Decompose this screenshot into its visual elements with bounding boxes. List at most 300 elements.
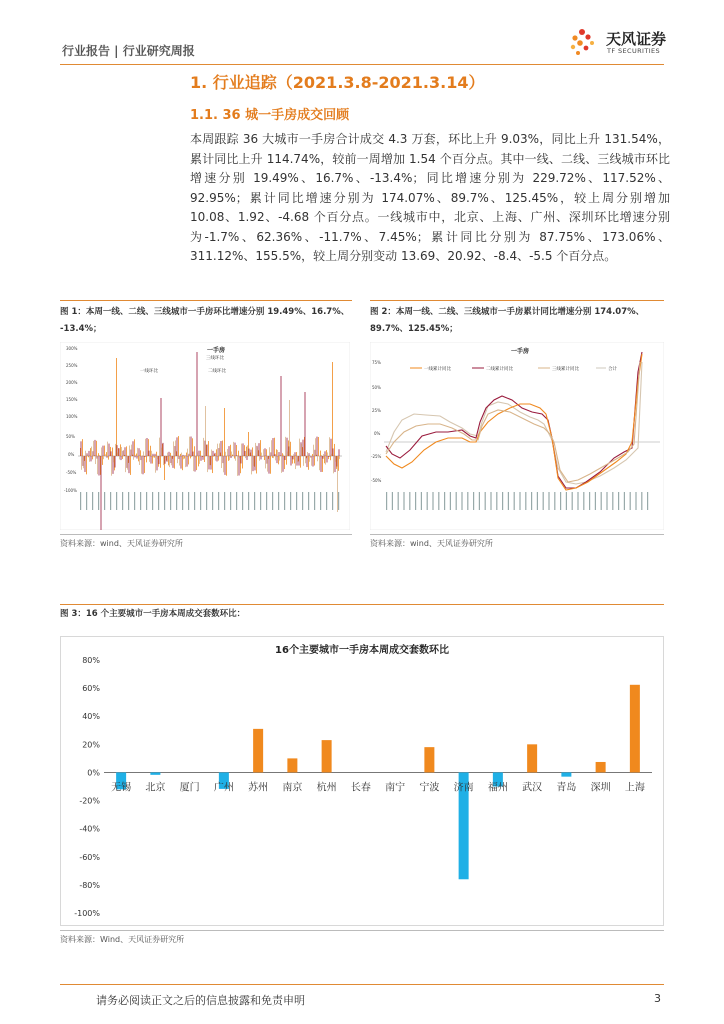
figure1-bar — [153, 456, 154, 457]
figure1-top-rule — [60, 300, 352, 301]
figure1-bar — [90, 448, 91, 456]
figure1-x-tick — [230, 492, 231, 510]
figure1-bottom-rule — [60, 534, 352, 535]
figure1-bar — [329, 456, 330, 457]
figure1-bar — [115, 456, 116, 467]
figure1-x-tick — [284, 492, 285, 510]
figure2-x-tick — [606, 492, 607, 510]
figure1-bar — [207, 456, 208, 472]
figure1-bar — [185, 456, 186, 467]
figure1-caption-line2: -13.4%； — [60, 324, 102, 334]
figure1-x-tick — [254, 492, 255, 510]
figure1-x-tick — [278, 492, 279, 510]
figure1-bar — [239, 456, 240, 476]
figure1-x-tick — [170, 492, 171, 510]
report-header: 行业报告 | 行业研究周报 — [62, 44, 195, 58]
figure3-top-rule — [60, 604, 664, 605]
figure1-x-tick — [326, 492, 327, 510]
figure1-bar — [339, 449, 340, 456]
figure2-x-tick — [461, 492, 462, 510]
figure1-bar — [187, 449, 188, 456]
figure1-bar — [177, 437, 178, 456]
figure1-bar — [216, 449, 217, 456]
figure1-bar — [321, 455, 322, 456]
figure1-bar — [126, 446, 127, 456]
figure1-bar — [239, 456, 240, 458]
figure1-x-tick — [314, 492, 315, 510]
figure1-bar — [260, 440, 261, 456]
figure1-bar — [133, 441, 134, 456]
figure1-x-tick — [206, 492, 207, 510]
figure3-source: 资料来源：Wind、天风证券研究所 — [60, 935, 185, 944]
figure1-bar — [261, 456, 262, 459]
figure1-bar — [200, 451, 201, 456]
figure2-top-rule — [370, 300, 664, 301]
x-category-label: 杭州 — [316, 782, 337, 794]
figure2-x-tick — [537, 492, 538, 510]
figure1-bar — [323, 454, 324, 456]
svg-text:25%: 25% — [372, 408, 381, 413]
svg-text:-25%: -25% — [371, 454, 382, 459]
y-tick-label: 20% — [82, 740, 100, 750]
figure1-bar — [143, 451, 144, 456]
svg-text:50%: 50% — [372, 385, 381, 390]
figure1-x-tick — [188, 492, 189, 510]
figure1-bar — [307, 452, 308, 456]
figure1-x-tick — [92, 492, 93, 510]
figure1-bar — [303, 440, 304, 456]
figure1-bar — [178, 436, 179, 456]
figure2-x-tick — [589, 492, 590, 510]
figure1-bar — [312, 454, 313, 456]
figure1-bar — [273, 456, 274, 458]
figure1-bar — [183, 455, 184, 456]
bar-5 — [253, 729, 263, 773]
figure1-bar — [301, 444, 302, 456]
figure1-bar — [274, 438, 275, 456]
figure1-bar — [163, 443, 164, 456]
figure1-bar — [279, 452, 280, 456]
figure1-x-tick — [296, 492, 297, 510]
figure2-legend-2: 三线累计同比 — [552, 367, 579, 372]
figure1-bar — [191, 456, 192, 457]
figure2-x-tick — [421, 492, 422, 510]
figure2-x-tick — [386, 492, 387, 510]
figure1-bar — [119, 456, 120, 459]
figure1-bar — [245, 456, 246, 458]
figure1-bar — [123, 450, 124, 456]
figure2-chart-title: 一手房 — [510, 348, 530, 355]
figure1-x-tick — [122, 492, 123, 510]
figure1-legend-0: 一线环比 — [140, 369, 158, 374]
figure1-bar — [156, 452, 157, 456]
figure1-bar — [308, 456, 309, 470]
figure1-bar — [170, 453, 171, 456]
figure1-x-tick — [200, 492, 201, 510]
figure1-bar — [319, 456, 320, 470]
figure1-bar — [218, 456, 219, 461]
figure1-bar — [107, 456, 108, 458]
figure1-bar — [259, 443, 260, 456]
figure1-bar — [143, 456, 144, 474]
y-tick-label: -40% — [79, 824, 100, 834]
figure1-bar — [299, 456, 300, 466]
figure1-x-tick — [176, 492, 177, 510]
figure1-bar — [243, 443, 244, 456]
figure1-bar — [251, 456, 252, 474]
figure1-bar — [106, 452, 107, 456]
figure1-bar — [225, 456, 226, 475]
figure1-bar — [147, 455, 148, 456]
figure1-bar — [272, 456, 273, 458]
svg-text:75%: 75% — [372, 360, 381, 365]
figure1-bar — [159, 456, 160, 464]
figure1-bar — [305, 392, 306, 456]
figure1-x-tick — [110, 492, 111, 510]
figure1-bar — [199, 451, 200, 456]
figure2-x-tick — [409, 492, 410, 510]
figure3-bottom-rule — [60, 930, 664, 931]
figure1-x-tick — [80, 492, 81, 510]
figure1-bar — [163, 456, 164, 465]
figure1-x-tick — [128, 492, 129, 510]
figure1-bar — [194, 446, 195, 456]
bar-10 — [424, 747, 434, 772]
figure1-bar — [296, 452, 297, 456]
figure1-bar — [215, 453, 216, 456]
x-category-label: 无锡 — [111, 782, 132, 794]
figure1-bar — [167, 456, 168, 462]
figure1-bar — [169, 456, 170, 467]
figure1-bar — [299, 439, 300, 456]
figure1-bar — [293, 456, 294, 459]
figure1-x-tick — [212, 492, 213, 510]
figure1-legend-2: 三线环比 — [206, 356, 224, 361]
figure1-bar — [147, 438, 148, 456]
figure1-bar — [203, 456, 204, 460]
figure1-bar — [205, 406, 206, 456]
figure2-x-tick — [479, 492, 480, 510]
figure1-x-tick — [158, 492, 159, 510]
figure1-bar — [129, 445, 130, 456]
figure1-bar — [190, 456, 191, 458]
figure1-bar — [129, 456, 130, 473]
figure1-bar — [215, 456, 216, 461]
figure1-x-tick — [140, 492, 141, 510]
figure1-bar — [315, 438, 316, 456]
figure2-x-tick — [415, 492, 416, 510]
figure1-bar — [247, 456, 248, 460]
figure1-bar — [273, 438, 274, 456]
bar-7 — [322, 740, 332, 772]
figure1-x-tick — [308, 492, 309, 510]
figure1-bar — [107, 442, 108, 456]
figure1-bar — [320, 451, 321, 456]
figure1-bar — [131, 445, 132, 456]
figure1-bar — [231, 456, 232, 458]
figure1-bar — [259, 456, 260, 461]
figure1-bar — [213, 456, 214, 457]
figure1-bar — [182, 456, 183, 470]
figure1-bar — [313, 456, 314, 467]
figure1-bar — [144, 456, 145, 473]
figure1-bar — [229, 446, 230, 456]
figure1-bar — [187, 456, 188, 467]
y-tick-label: 0% — [87, 768, 100, 778]
figure1-bar — [327, 456, 328, 462]
figure1-x-tick — [116, 492, 117, 510]
figure1-bar — [331, 454, 332, 456]
figure1-bar — [204, 456, 205, 462]
figure3-chart — [60, 636, 664, 926]
x-category-label: 厦门 — [179, 782, 200, 794]
figure1-caption-line1: 图 1：本周一线、二线、三线城市一手房环比增速分别 19.49%、16.7%、 — [60, 307, 350, 317]
figure1-bar — [277, 456, 278, 463]
figure1-bar — [221, 456, 222, 468]
figure2-x-tick — [635, 492, 636, 510]
y-tick-label: 40% — [82, 712, 100, 722]
figure2-x-tick — [508, 492, 509, 510]
figure1-bar — [255, 456, 256, 470]
logo-name-cn: 天风证券 — [606, 30, 667, 48]
figure2-x-tick — [531, 492, 532, 510]
figure2-x-tick — [595, 492, 596, 510]
figure1-bar — [136, 454, 137, 456]
figure1-bar — [96, 441, 97, 456]
figure2-x-tick — [456, 492, 457, 510]
figure1-bar — [151, 451, 152, 456]
svg-text:200%: 200% — [66, 380, 78, 385]
figure1-bar — [173, 456, 174, 468]
figure1-bar — [146, 456, 147, 462]
figure1-bar — [155, 454, 156, 456]
figure1-bar — [278, 456, 279, 464]
figure1-bar — [335, 456, 336, 462]
figure1-bar — [160, 456, 161, 468]
figure2-x-tick — [548, 492, 549, 510]
section-heading: 1. 行业追踪（2021.3.8-2021.3.14） — [190, 73, 485, 92]
figure2-x-tick — [392, 492, 393, 510]
figure1-bar — [223, 456, 224, 472]
figure1-bar — [269, 447, 270, 456]
figure1-x-tick — [152, 492, 153, 510]
figure1-bar — [195, 456, 196, 472]
figure1-bar — [92, 456, 93, 459]
figure1-bar — [222, 441, 223, 456]
y-tick-label: -80% — [79, 880, 100, 890]
figure1-bar — [85, 456, 86, 472]
figure1-source: 资料来源：wind、天风证券研究所 — [60, 539, 183, 548]
figure1-bar — [111, 451, 112, 456]
figure2-x-tick — [496, 492, 497, 510]
figure1-bar — [112, 448, 113, 456]
figure1-bar — [117, 453, 118, 456]
figure1-bar — [167, 453, 168, 456]
figure1-bar — [314, 456, 315, 466]
figure1-x-tick — [302, 492, 303, 510]
figure1-x-tick — [260, 492, 261, 510]
figure1-bar — [309, 456, 310, 462]
figure1-bar — [228, 456, 229, 461]
figure1-bar — [321, 456, 322, 472]
figure1-bar — [242, 456, 243, 468]
figure1-bar — [85, 451, 86, 456]
figure2-source: 资料来源：wind、天风证券研究所 — [370, 539, 493, 548]
figure2-x-tick — [630, 492, 631, 510]
svg-text:0%: 0% — [68, 452, 75, 457]
figure1-bar — [169, 452, 170, 456]
figure2-x-tick — [543, 492, 544, 510]
figure1-bar — [323, 456, 324, 459]
x-category-label: 武汉 — [522, 782, 543, 794]
figure1-bar — [175, 440, 176, 456]
figure2-caption-line1: 图 2：本周一线、二线、三线城市一手房累计同比增速分别 174.07%、 — [370, 307, 645, 317]
figure1-bar — [226, 456, 227, 476]
figure1-bar — [330, 456, 331, 460]
figure1-bar — [211, 456, 212, 470]
figure1-chart-title: 一手房 — [206, 347, 226, 354]
figure1-x-tick — [236, 492, 237, 510]
figure1-bar — [103, 446, 104, 456]
svg-text:100%: 100% — [66, 414, 78, 419]
figure1-bar — [217, 444, 218, 456]
figure1-bar — [86, 456, 87, 474]
figure1-bar — [333, 448, 334, 456]
page-number: 3 — [654, 992, 661, 1005]
figure1-bar — [332, 362, 333, 456]
figure1-bar — [300, 456, 301, 468]
summary-paragraph: 本周跟踪 36 大城市一手房合计成交 4.3 万套，环比上升 9.03%，同比上升 131.54%，累计同比上升 114.74%，较前一周增加 1.54 个百分点。其中一线、二线、三线城市环比增速分别 19.49%、16.7%、-13.4%；同比增速分别为 229.72%、117.52%、92.95%；累计同比增速分别为 174.07%、89.7%、125.45%，较上周分别增加 10.08、1.92、-4.68 个百分点。一线城市中，北京、上海、广州、深圳环比增速分别为-1.7%、62.36%、-11.7%、7.45%；累计同比分别为 87.75%、173.06%、311.12%、155.5%，较上周分别变动 13.69、20.92、-8.4、-5.5 个百分点。 — [190, 132, 670, 263]
figure1-bar — [213, 451, 214, 456]
figure1-x-tick — [338, 492, 339, 510]
x-category-label: 北京 — [145, 782, 166, 794]
figure1-bar — [276, 449, 277, 456]
figure1-bar — [313, 445, 314, 456]
figure2-x-tick — [647, 492, 648, 510]
figure1-bar — [289, 400, 290, 456]
figure1-x-tick — [134, 492, 135, 510]
figure1-bar — [108, 456, 109, 460]
figure1-bar — [311, 456, 312, 466]
figure1-bar — [221, 441, 222, 456]
figure1-bar — [317, 437, 318, 456]
figure2-x-tick — [490, 492, 491, 510]
figure1-bar — [297, 456, 298, 462]
figure2-x-tick — [612, 492, 613, 510]
figure1-bar — [208, 441, 209, 456]
figure1-bar — [234, 456, 235, 459]
figure1-bar — [246, 447, 247, 456]
figure1-bar — [89, 451, 90, 456]
subsection-heading: 1.1. 36 城一手房成交回顾 — [190, 108, 350, 123]
y-tick-label: 60% — [82, 684, 100, 694]
figure1-bar — [81, 456, 82, 470]
figure2-x-tick — [525, 492, 526, 510]
figure1-x-tick — [164, 492, 165, 510]
figure1-caption — [60, 304, 360, 338]
figure1-bar — [325, 451, 326, 456]
svg-text:300%: 300% — [66, 346, 78, 351]
figure2-x-tick — [473, 492, 474, 510]
figure1-bar — [263, 456, 264, 457]
figure1-bar — [243, 455, 244, 456]
figure1-bar — [235, 456, 236, 461]
figure1-bar — [338, 456, 339, 471]
figure1-bar — [281, 376, 282, 456]
figure1-bar — [198, 456, 199, 466]
figure1-bar — [91, 447, 92, 456]
figure1-x-tick — [218, 492, 219, 510]
figure1-x-tick — [86, 492, 87, 510]
figure1-bar — [324, 456, 325, 463]
figure1-bar — [173, 441, 174, 456]
svg-text:150%: 150% — [66, 397, 78, 402]
x-category-label: 南京 — [282, 782, 303, 794]
figure1-bar — [285, 437, 286, 456]
figure1-bar — [275, 454, 276, 456]
figure1-bar — [109, 444, 110, 456]
figure1-bar — [104, 446, 105, 456]
figure1-bar — [295, 452, 296, 456]
figure1-bar — [95, 440, 96, 456]
figure1-bar — [227, 449, 228, 456]
bar-2 — [150, 772, 160, 774]
figure1-bar — [88, 456, 89, 457]
figure1-bar — [203, 438, 204, 456]
figure1-bar — [201, 456, 202, 461]
figure1-bar — [291, 455, 292, 456]
figure1-bar — [325, 456, 326, 465]
svg-text:-50%: -50% — [371, 478, 382, 483]
figure1-bar — [168, 456, 169, 465]
figure1-bar — [256, 456, 257, 473]
figure1-bar — [171, 456, 172, 465]
figure1-bar — [237, 456, 238, 476]
figure1-bar — [139, 456, 140, 465]
figure1-bar — [293, 454, 294, 456]
footer-rule — [60, 984, 664, 985]
figure2-caption — [370, 304, 670, 338]
x-category-label: 福州 — [487, 782, 508, 794]
figure2-x-tick — [572, 492, 573, 510]
figure1-bar — [327, 452, 328, 456]
figure1-bar — [235, 443, 236, 456]
figure1-bar — [135, 455, 136, 456]
figure1-bar — [318, 437, 319, 456]
figure2-x-tick — [485, 492, 486, 510]
figure2-x-tick — [641, 492, 642, 510]
figure1-bar — [105, 454, 106, 456]
figure1-bar — [333, 456, 334, 473]
figure1-x-tick — [320, 492, 321, 510]
figure1-bar — [165, 456, 166, 458]
x-category-label: 上海 — [624, 782, 645, 794]
figure2-x-tick — [618, 492, 619, 510]
figure1-bar — [179, 456, 180, 466]
figure1-bar — [89, 456, 90, 462]
figure1-x-tick — [248, 492, 249, 510]
figure2-x-tick — [502, 492, 503, 510]
x-category-label: 南宁 — [385, 782, 406, 794]
figure1-bar — [193, 452, 194, 456]
figure1-bar — [183, 456, 184, 459]
figure1-x-tick — [104, 492, 105, 510]
logo-name-en: TF SECURITIES — [607, 47, 661, 55]
figure1-bar — [98, 453, 99, 456]
figure1-bar — [125, 447, 126, 456]
figure1-bar — [233, 442, 234, 456]
figure2-legend-3: 合计 — [608, 367, 617, 372]
